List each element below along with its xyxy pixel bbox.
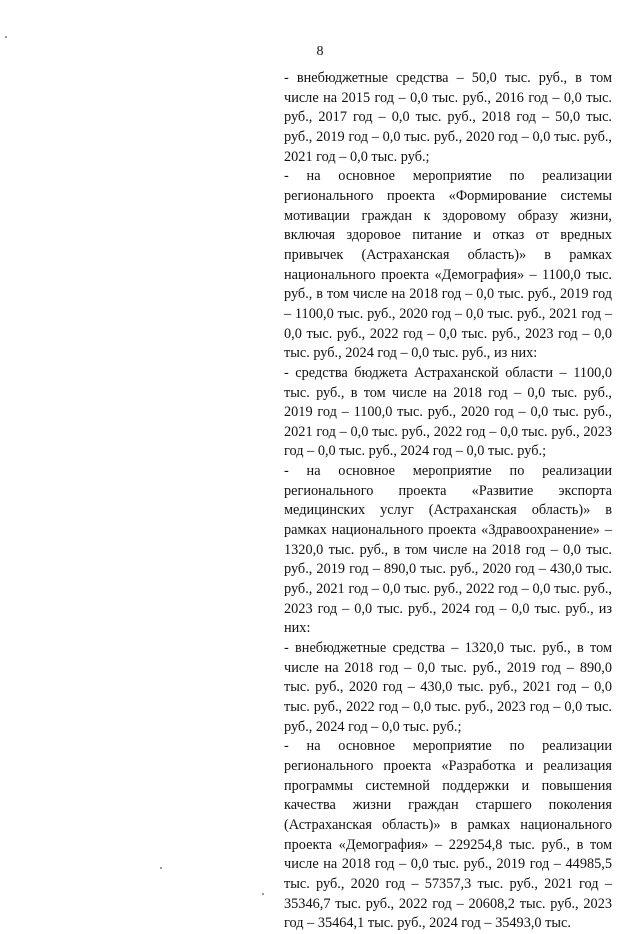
paragraph-regional-budget: - средства бюджета Астраханской области – 1100,0 тыс. руб., в том числе на 2018 год – 0,0 тыс. руб., 2019 год – 1100,0 тыс. руб., 2020 год – 0,0 тыс. руб., 2021 год – 0,0 тыс. руб., 2022 год – 0,0 тыс. руб., 2023 год – 0,0 тыс. руб., 2024 год – 0,0 тыс. руб.; bbox=[284, 364, 612, 460]
page-number: 8 bbox=[316, 44, 324, 59]
paragraph-healthy-lifestyle-project: - на основное мероприятие по реализации регионального проекта «Формирование системы мотивации граждан к здоровому образу жизни, включая здоровое питание и отказ от вредных привычек (Астраханская область)» в рамках национального проекта «Демография» – 1100,0 тыс. руб., в том числе на 2018 год – 0,0 тыс. руб., 2019 год – 1100,0 тыс. руб., 2020 год – 0,0 тыс. руб., 2021 год – 0,0 тыс. руб., 2022 год – 0,0 тыс. руб., 2023 год – 0,0 тыс. руб., 2024 год – 0,0 тыс. руб., из них: bbox=[284, 168, 612, 362]
scan-speck bbox=[5, 36, 7, 38]
paragraph-extrabudget-2018: - внебюджетные средства – 1320,0 тыс. руб., в том числе на 2018 год – 0,0 тыс. руб., 2019 год – 890,0 тыс. руб., 2020 год – 430,0 тыс. руб., 2021 год – 0,0 тыс. руб., 2022 год – 0,0 тыс. руб., 2023 год – 0,0 тыс. руб., 2024 год – 0,0 тыс. руб.; bbox=[284, 640, 612, 735]
scan-speck bbox=[160, 867, 162, 869]
paragraph-older-generation-project: - на основное мероприятие по реализации регионального проекта «Разработка и реализация программы системной поддержки и повышения качества жизни граждан старшего поколения (Астраханская область)» в рамках национального проекта «Демография» – 229254,8 тыс. руб., в том числе на 2018 год – 0,0 тыс. руб., 2019 год – 44985,5 тыс. руб., 2020 год – 57357,3 тыс. руб., 2021 год – 35346,7 тыс. руб., 2022 год – 20608,2 тыс. руб., 2023 год – 35464,1 тыс. руб., 2024 год – 35493,0 тыс. bbox=[284, 738, 612, 932]
scan-speck bbox=[262, 893, 264, 895]
paragraph-medical-export-project: - на основное мероприятие по реализации регионального проекта «Развитие экспорта медицинских услуг (Астраханская область)» в рамках национального проекта «Здравоохранение» – 1320,0 тыс. руб., в том числе на 2018 год – 0,0 тыс. руб., 2019 год – 890,0 тыс. руб., 2020 год – 430,0 тыс. руб., 2021 год – 0,0 тыс. руб., 2022 год – 0,0 тыс. руб., 2023 год – 0,0 тыс. руб., 2024 год – 0,0 тыс. руб., из них: bbox=[284, 463, 612, 637]
document-body bbox=[284, 69, 612, 934]
paragraph-extrabudget-2015: - внебюджетные средства – 50,0 тыс. руб., в том числе на 2015 год – 0,0 тыс. руб., 2016 год – 0,0 тыс. руб., 2017 год – 0,0 тыс. руб., 2018 год – 50,0 тыс. руб., 2019 год – 0,0 тыс. руб., 2020 год – 0,0 тыс. руб., 2021 год – 0,0 тыс. руб.; bbox=[284, 70, 612, 165]
